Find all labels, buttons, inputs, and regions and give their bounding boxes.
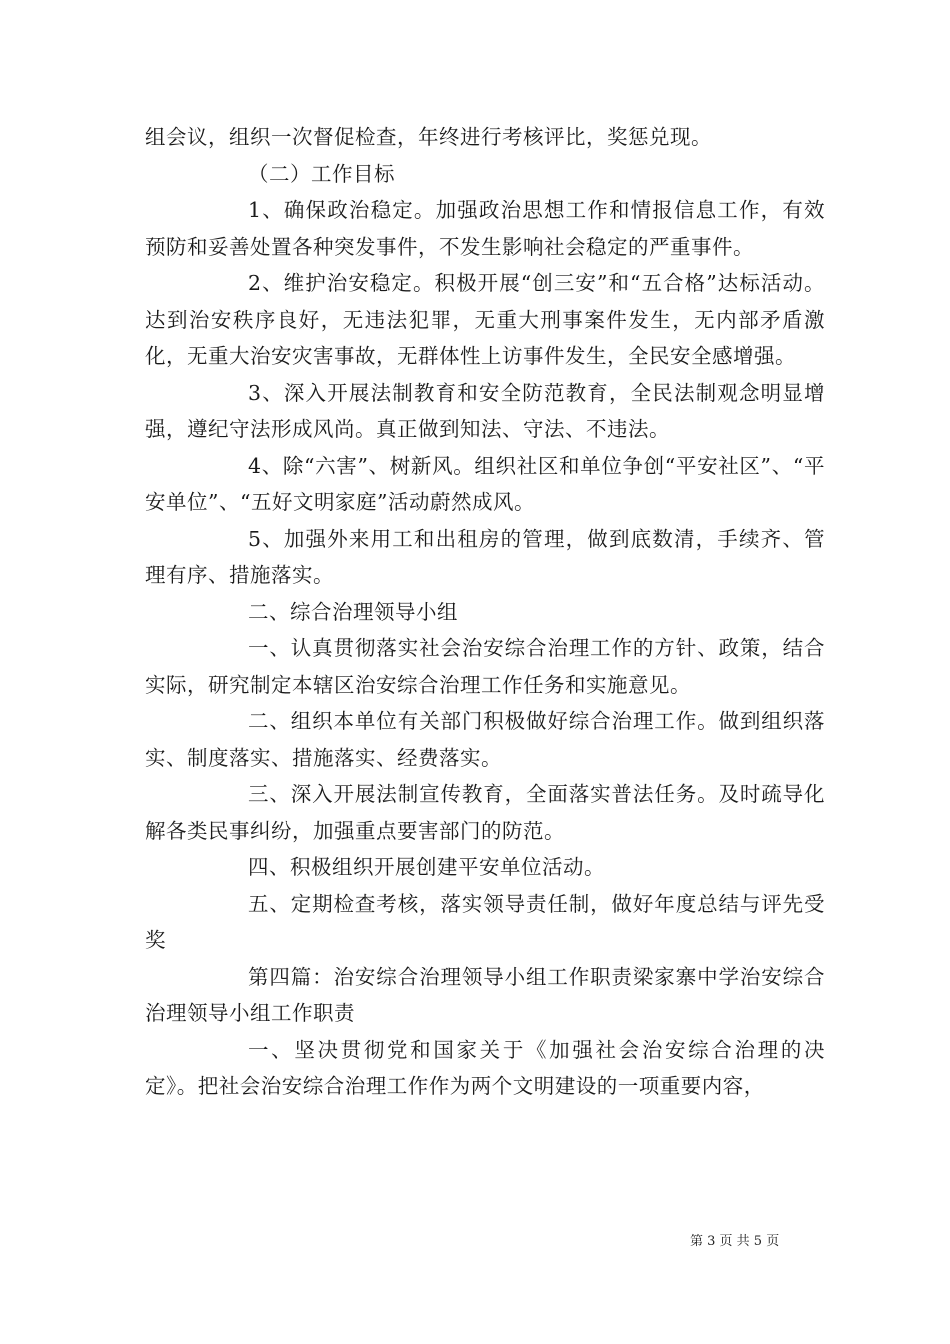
page-number-footer: 第 3 页 共 5 页: [690, 1234, 780, 1249]
paragraph: 1、确保政治稳定。加强政治思想工作和情报信息工作，有效预防和妥善处置各种突发事件，不发生影响社会稳定的严重事件。: [145, 198, 825, 259]
chapter-heading: 第四篇：治安综合治理领导小组工作职责梁家寨中学治安综合治理领导小组工作职责: [145, 964, 825, 1025]
paragraph: 五、定期检查考核，落实领导责任制，做好年度总结与评先受奖: [145, 891, 825, 952]
paragraph: 四、积极组织开展创建平安单位活动。: [248, 855, 605, 879]
paragraph: 组会议，组织一次督促检查，年终进行考核评比，奖惩兑现。: [145, 125, 712, 149]
paragraph: 一、坚决贯彻党和国家关于《加强社会治安综合治理的决定》。把社会治安综合治理工作作为两个文明建设的一项重要内容，: [145, 1037, 825, 1098]
paragraph: 3、深入开展法制教育和安全防范教育，全民法制观念明显增强，遵纪守法形成风尚。真正做到知法、守法、不违法。: [145, 380, 825, 441]
paragraph: 二、组织本单位有关部门积极做好综合治理工作。做到组织落实、制度落实、措施落实、经费落实。: [145, 709, 825, 770]
document-body: [145, 119, 825, 1105]
paragraph: 4、除“六害”、树新风。组织社区和单位争创“平安社区”、“平安单位”、“五好文明家庭”活动蔚然成风。: [145, 453, 825, 514]
paragraph: 5、加强外来用工和出租房的管理，做到底数清，手续齐、管理有序、措施落实。: [145, 526, 825, 587]
paragraph: 一、认真贯彻落实社会治安综合治理工作的方针、政策，结合实际，研究制定本辖区治安综合治理工作任务和实施意见。: [145, 636, 825, 697]
section-heading: 二、综合治理领导小组: [248, 599, 458, 624]
section-heading: （二）工作目标: [248, 161, 395, 186]
paragraph: 三、深入开展法制宣传教育，全面落实普法任务。及时疏导化解各类民事纠纷，加强重点要害部门的防范。: [145, 782, 825, 843]
paragraph: 2、维护治安稳定。积极开展“创三安”和“五合格”达标活动。达到治安秩序良好，无违法犯罪，无重大刑事案件发生，无内部矛盾激化，无重大治安灾害事故，无群体性上访事件发生，全民安全感增强。: [145, 271, 825, 368]
